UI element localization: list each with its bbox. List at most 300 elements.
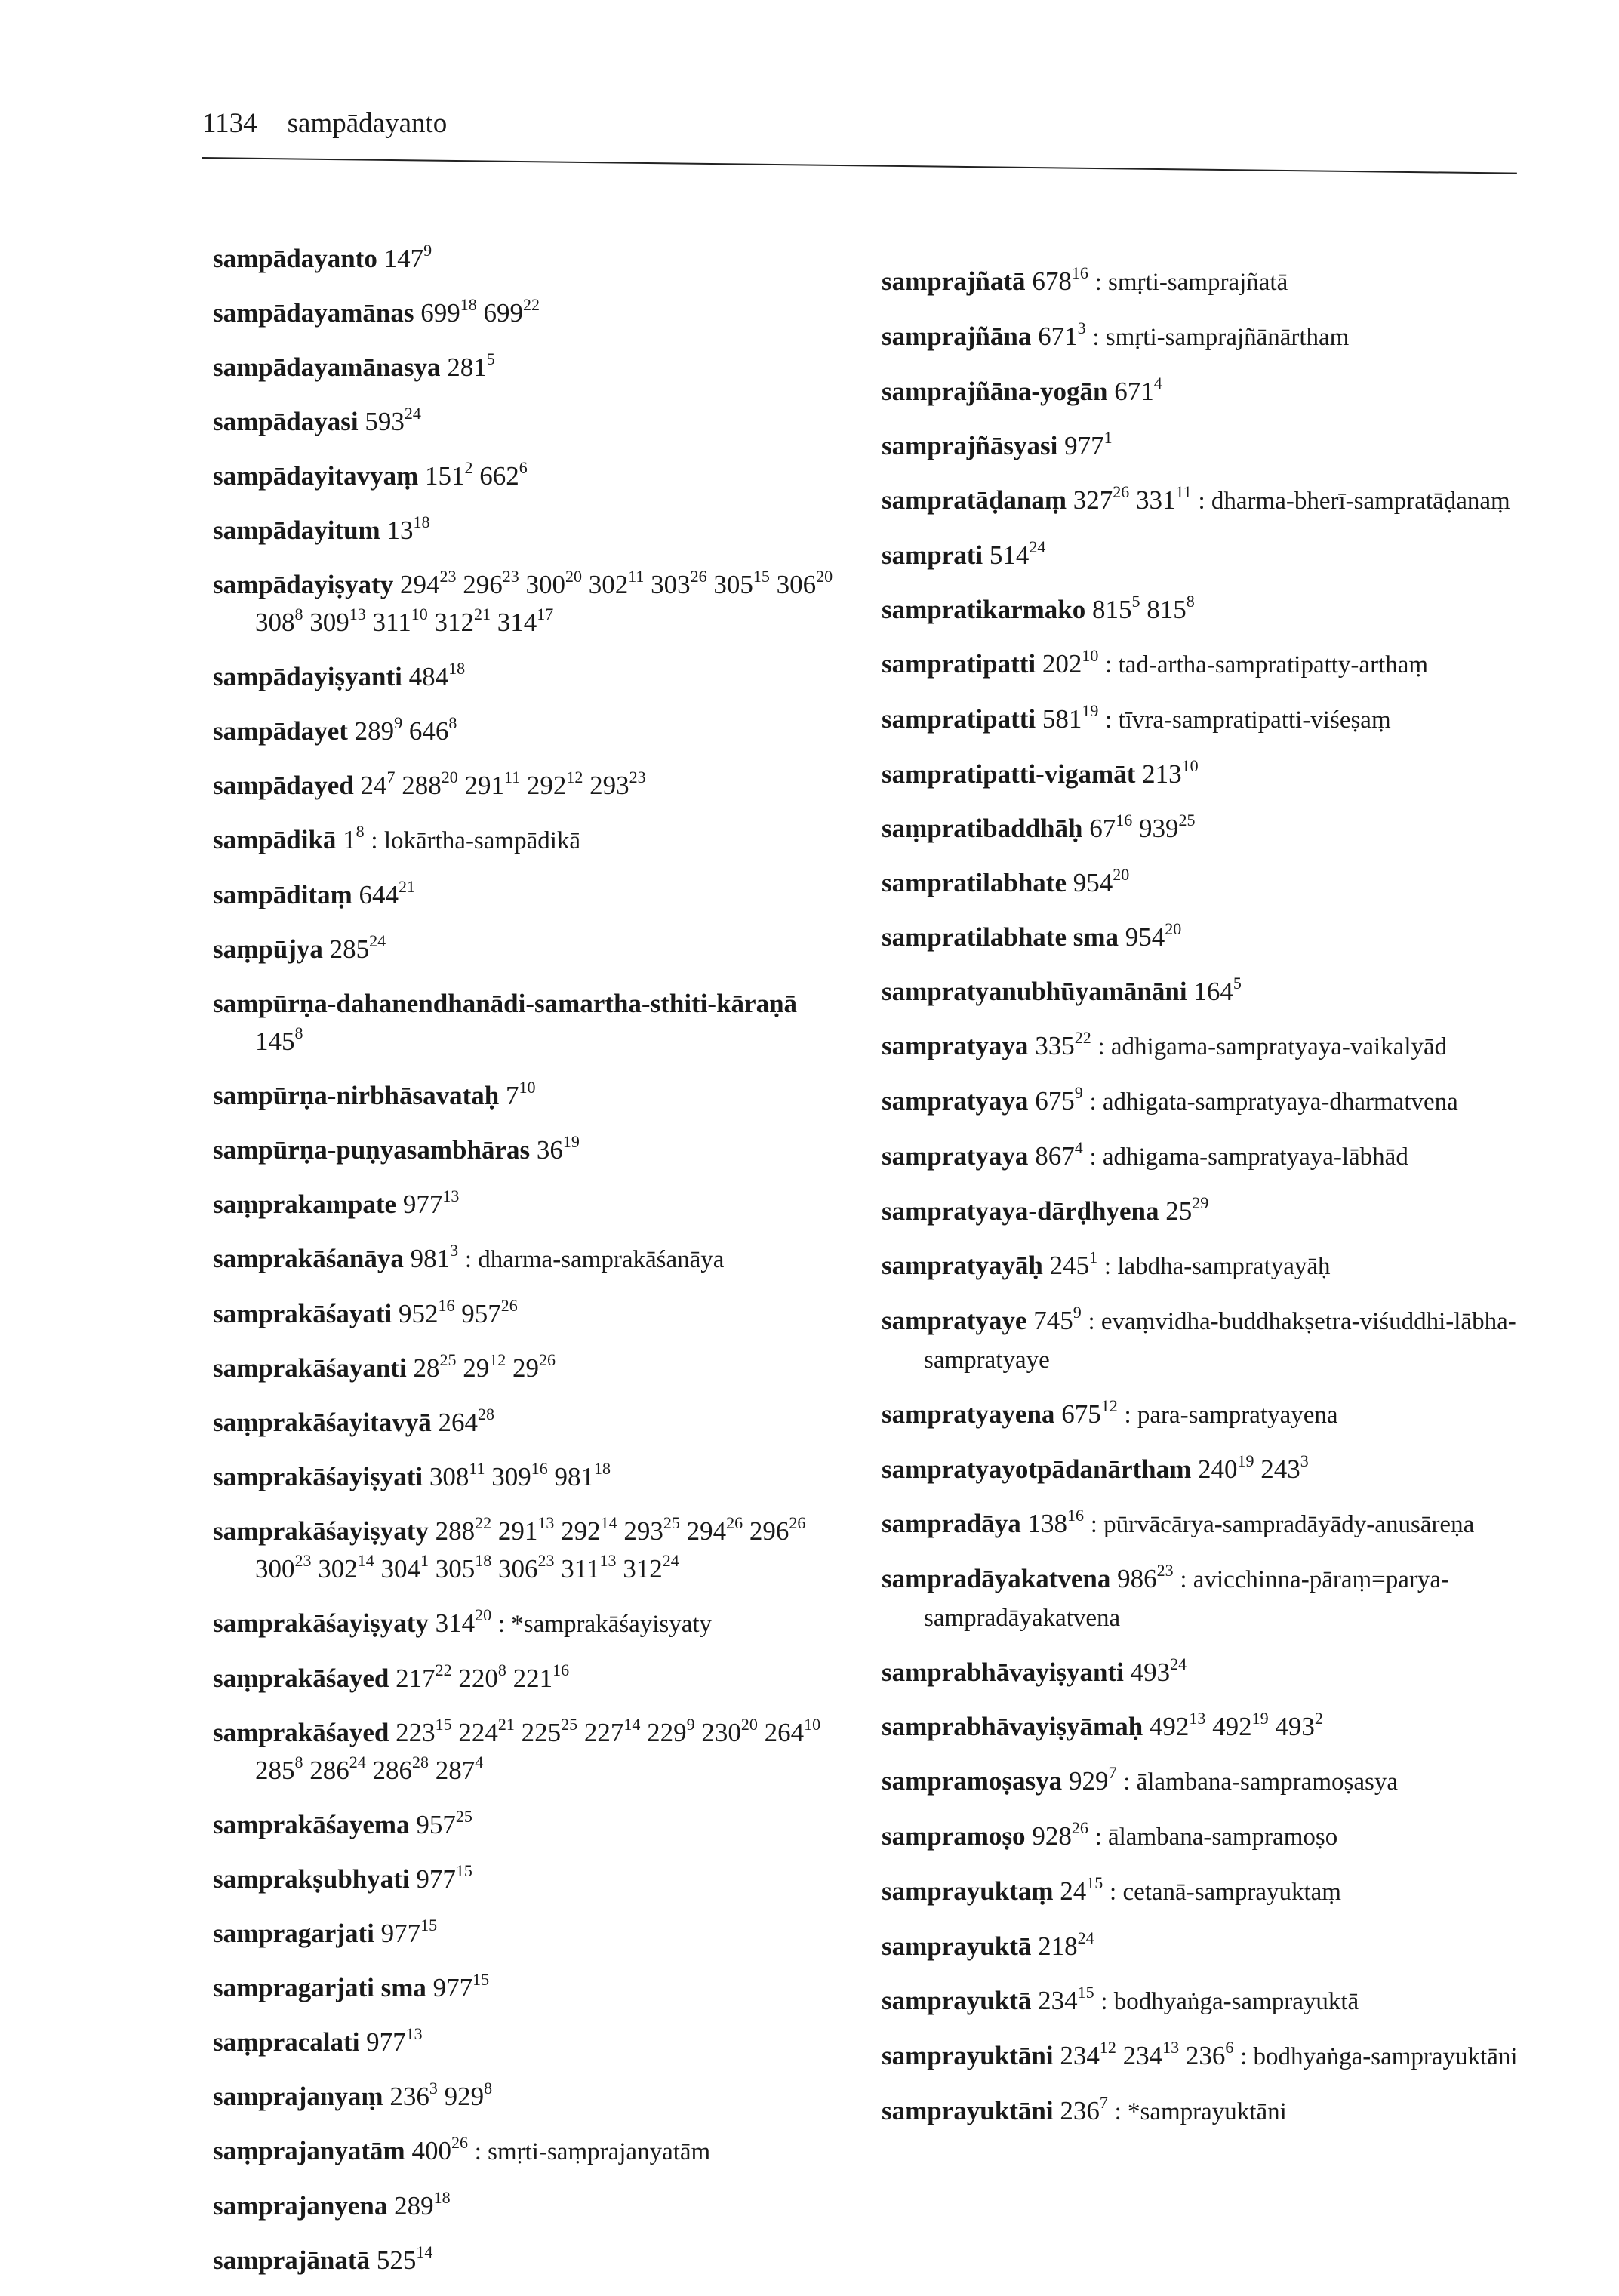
reference-page: 218 [1038, 1931, 1078, 1961]
reference-page: 291 [497, 1516, 538, 1546]
page-reference [526, 768, 583, 800]
reference-line: 22 [522, 295, 540, 314]
index-entry [882, 2037, 1531, 2076]
page-reference [1060, 2093, 1108, 2125]
page-number: 1134 [202, 108, 257, 139]
entry-headword: sampādayitavyaṃ [213, 461, 419, 491]
reference-line: 9 [1073, 1303, 1082, 1322]
reference-line: 26 [690, 567, 707, 586]
page-reference [1114, 374, 1162, 406]
page-reference [1073, 865, 1130, 897]
entry-headword: samprajñāna-yogān [882, 377, 1108, 406]
index-entry [213, 876, 847, 914]
reference-page: 227 [583, 1718, 624, 1747]
reference-page: 29 [463, 1353, 490, 1383]
reference-page: 7 [506, 1081, 519, 1110]
reference-page: 305 [713, 570, 753, 599]
page-reference [623, 1551, 679, 1584]
page-reference [1032, 1818, 1088, 1851]
reference-line: 16 [552, 1660, 570, 1679]
page-reference [588, 567, 645, 599]
reference-page: 202 [1042, 649, 1082, 679]
reference-page: 331 [1136, 485, 1176, 515]
reference-page: 221 [512, 1664, 553, 1693]
entry-headword: sampādayed [213, 771, 354, 800]
reference-line: 20 [441, 768, 458, 786]
reference-line: 15 [420, 1916, 438, 1934]
page-reference [1260, 1451, 1309, 1484]
reference-line: 3 [1300, 1451, 1309, 1470]
page-reference [408, 713, 457, 746]
entry-headword: samprajñāna [882, 322, 1032, 351]
reference-page: 264 [764, 1718, 805, 1747]
reference-page: 294 [399, 570, 440, 599]
reference-line: 15 [435, 1715, 452, 1734]
reference-page: 308 [255, 608, 295, 637]
page-reference [1212, 1709, 1269, 1741]
index-entry [213, 349, 847, 386]
page-reference [1073, 482, 1130, 515]
reference-line: 4 [1074, 1138, 1083, 1157]
index-entry [882, 537, 1531, 574]
page-reference [1042, 646, 1099, 679]
reference-page: 303 [651, 570, 691, 599]
page-reference [1138, 811, 1196, 843]
index-entry [213, 2242, 847, 2279]
reference-line: 12 [1100, 1396, 1118, 1415]
reference-line: 1 [1089, 1248, 1098, 1266]
page-reference [479, 458, 528, 491]
page-reference [1038, 319, 1086, 351]
index-entry [882, 810, 1531, 848]
page-reference [438, 1405, 495, 1437]
entry-headword: sampratyaye [882, 1306, 1027, 1335]
reference-line: 24 [662, 1551, 679, 1570]
entry-headword: sampādayamānas [213, 298, 414, 328]
reference-line: 15 [455, 1861, 472, 1880]
page-reference [435, 1513, 492, 1546]
reference-page: 306 [498, 1554, 538, 1584]
index-entry [882, 1027, 1531, 1066]
page-reference [1193, 974, 1242, 1006]
entry-headword: samprakāśayiṣyaty [213, 1516, 429, 1546]
reference-page: 285 [329, 934, 370, 964]
entry-note: : tīvra-sampratipatti-viśeṣaṃ [1105, 706, 1391, 734]
page-reference [1092, 592, 1140, 624]
reference-page: 292 [526, 771, 567, 800]
index-entry [213, 1513, 847, 1588]
page-reference [1038, 1983, 1094, 2015]
index-entry [882, 1082, 1531, 1121]
page-reference [764, 1715, 821, 1747]
reference-page: 225 [521, 1718, 562, 1747]
reference-line: 20 [816, 567, 833, 586]
index-entry [882, 645, 1531, 684]
reference-line: 18 [433, 2188, 451, 2207]
reference-line: 8 [497, 1660, 506, 1679]
index-entry [213, 457, 847, 495]
page-reference [1117, 1561, 1174, 1593]
index-entry [213, 1131, 847, 1169]
reference-line: 24 [1170, 1654, 1187, 1673]
reference-line: 8 [356, 822, 365, 841]
entry-note: : adhigama-sampratyaya-vaikalyād [1097, 1033, 1448, 1060]
index-entry [882, 1708, 1531, 1746]
page-reference [1060, 1873, 1103, 1906]
reference-page: 977 [416, 1864, 456, 1894]
page-reference [432, 1970, 490, 2002]
reference-page: 309 [491, 1462, 531, 1491]
reference-page: 28 [413, 1353, 440, 1383]
reference-page: 245 [1049, 1251, 1090, 1280]
index-entry [882, 756, 1531, 793]
index-entry [882, 1193, 1531, 1230]
reference-line: 13 [599, 1551, 617, 1570]
index-entry [213, 1915, 847, 1953]
reference-page: 243 [1260, 1454, 1300, 1484]
reference-line: 16 [531, 1459, 548, 1478]
page-reference [444, 2079, 493, 2111]
reference-line: 23 [1156, 1561, 1174, 1580]
reference-page: 745 [1033, 1306, 1073, 1335]
reference-page: 145 [255, 1026, 295, 1056]
reference-line: 25 [455, 1807, 472, 1826]
reference-line: 12 [1099, 2038, 1116, 2057]
page-reference [420, 295, 477, 328]
entry-note: : bodhyaṅga-samprayuktā [1100, 1988, 1359, 2015]
reference-page: 288 [402, 771, 442, 800]
reference-line: 14 [357, 1551, 374, 1570]
reference-page: 981 [410, 1244, 451, 1273]
entry-headword: sampādayamānasya [213, 352, 441, 382]
reference-line: 13 [442, 1186, 460, 1205]
entry-note: : *samprakāśayisyaty [497, 1611, 713, 1638]
entry-headword: sampādayiṣyaty [213, 570, 394, 599]
reference-line: 5 [1233, 974, 1242, 993]
reference-page: 525 [376, 2245, 417, 2275]
index-entry [882, 1396, 1531, 1434]
page-reference [376, 2242, 433, 2275]
reference-page: 296 [749, 1516, 789, 1546]
reference-page: 220 [458, 1664, 498, 1693]
entry-headword: sampragarjati sma [213, 1973, 426, 2002]
page-reference [309, 1753, 366, 1785]
page-reference [255, 605, 303, 637]
index-entry [882, 864, 1531, 902]
reference-page: 236 [1185, 2041, 1226, 2070]
reference-line: 21 [497, 1715, 515, 1734]
reference-page: 236 [389, 2082, 429, 2111]
index-column-left [213, 240, 847, 2296]
reference-line: 13 [1162, 2038, 1180, 2057]
reference-line: 2 [1314, 1709, 1323, 1728]
index-entry [882, 1137, 1531, 1176]
reference-line: 19 [1237, 1451, 1254, 1470]
index-entry [882, 1873, 1531, 1911]
reference-page: 213 [1142, 759, 1182, 789]
reference-page: 493 [1130, 1657, 1171, 1687]
entry-headword: samprajñatā [882, 266, 1026, 296]
page-reference [458, 1660, 506, 1693]
page-reference [701, 1715, 758, 1747]
page-reference [1038, 1928, 1094, 1961]
page-reference [561, 1551, 617, 1584]
index-entry [213, 1660, 847, 1697]
page-reference [525, 567, 582, 599]
entry-headword: saṃprakāśayitavyā [213, 1408, 432, 1437]
entry-note: : pūrvācārya-sampradāyādy-anusāreṇa [1090, 1511, 1475, 1538]
page-reference [497, 605, 554, 637]
page-reference [1027, 1506, 1085, 1538]
reference-page: 699 [420, 298, 460, 328]
index-entry [882, 1817, 1531, 1856]
reference-page: 29 [512, 1353, 539, 1383]
page-reference [255, 1753, 303, 1785]
entry-headword: sampratilabhate sma [882, 922, 1119, 952]
reference-line: 10 [1181, 756, 1199, 775]
reference-line: 7 [386, 768, 396, 786]
entry-headword: samprakāśayati [213, 1299, 392, 1328]
index-entry [213, 2187, 847, 2225]
index-entry [882, 482, 1531, 520]
page-reference [255, 1023, 303, 1056]
reference-page: 977 [1064, 431, 1104, 460]
index-entry [213, 658, 847, 696]
entry-note: : lokārtha-sampādikā [371, 827, 581, 854]
page-reference [416, 1861, 472, 1894]
page-reference [989, 537, 1046, 570]
reference-page: 306 [776, 570, 817, 599]
reference-line: 10 [411, 605, 428, 623]
index-entry [213, 1295, 847, 1333]
entry-headword: samprajanyaṃ [213, 2082, 383, 2111]
index-entry [213, 1404, 847, 1442]
index-entry [882, 1928, 1531, 1965]
reference-page: 662 [479, 461, 519, 491]
page-reference [623, 1513, 680, 1546]
reference-line: 3 [450, 1241, 459, 1260]
entry-headword: sampratilabhate [882, 868, 1067, 897]
reference-page: 314 [497, 608, 537, 637]
reference-page: 314 [435, 1608, 476, 1638]
reference-line: 2 [464, 458, 473, 477]
page-reference [536, 1132, 580, 1165]
index-entry [213, 240, 847, 278]
page-reference [647, 1715, 695, 1747]
reference-page: 977 [402, 1190, 443, 1219]
page-reference [402, 1186, 460, 1219]
entry-headword: sampratāḍanaṃ [882, 485, 1067, 515]
page-reference [1064, 428, 1113, 460]
entry-note: : tad-artha-sampratipatty-arthaṃ [1105, 651, 1429, 679]
page-reference [497, 1513, 555, 1546]
page-reference [583, 1715, 641, 1747]
reference-page: 954 [1125, 922, 1165, 952]
page-reference [399, 1296, 455, 1328]
reference-line: 13 [1189, 1709, 1206, 1728]
reference-page: 699 [483, 298, 523, 328]
page-reference [255, 1551, 312, 1584]
entry-headword: samprakṣubhyati [213, 1864, 410, 1894]
reference-page: 492 [1212, 1712, 1252, 1741]
reference-page: 286 [309, 1756, 349, 1785]
entry-headword: samprakāśanāya [213, 1244, 404, 1273]
page-reference [447, 349, 495, 382]
entry-headword: sampratikarmako [882, 595, 1086, 624]
page-reference [365, 404, 421, 436]
page-reference [343, 822, 365, 854]
entry-headword: samprakāśayed [213, 1718, 389, 1747]
entry-headword: sampratyaya [882, 1031, 1029, 1060]
reference-line: 8 [484, 2079, 493, 2097]
index-entry [882, 1302, 1531, 1379]
reference-page: 327 [1073, 485, 1113, 515]
reference-line: 24 [404, 404, 421, 423]
reference-page: 13 [386, 516, 414, 545]
reference-line: 25 [439, 1350, 457, 1369]
entry-headword: samprayuktaṃ [882, 1876, 1054, 1906]
entry-headword: sampratyayāḥ [882, 1251, 1043, 1280]
page-reference [1033, 1303, 1082, 1335]
page-reference [372, 1753, 429, 1785]
reference-line: 26 [789, 1513, 806, 1532]
reference-page: 400 [411, 2136, 451, 2165]
index-entry [882, 591, 1531, 629]
reference-line: 18 [448, 659, 466, 678]
page-reference [464, 768, 521, 800]
reference-page: 281 [447, 352, 487, 382]
reference-line: 21 [473, 605, 491, 623]
reference-page: 305 [435, 1554, 476, 1584]
reference-line: 16 [1067, 1506, 1084, 1525]
reference-line: 12 [489, 1350, 506, 1369]
entry-headword: sampāditaṃ [213, 880, 352, 909]
reference-page: 302 [588, 570, 629, 599]
entry-headword: sampramoṣo [882, 1821, 1026, 1851]
index-entry [213, 1350, 847, 1387]
reference-page: 493 [1275, 1712, 1315, 1741]
reference-page: 147 [383, 244, 424, 273]
entry-headword: saṃprakāśayed [213, 1664, 389, 1693]
page-reference [1032, 263, 1088, 296]
reference-line: 16 [1116, 811, 1133, 829]
entry-headword: sampādayitum [213, 516, 380, 545]
reference-page: 977 [380, 1919, 421, 1948]
page-reference [394, 2188, 451, 2221]
reference-line: 10 [1082, 646, 1099, 665]
reference-page: 138 [1027, 1509, 1067, 1538]
page-reference [463, 567, 519, 599]
entry-note: : dharma-bherī-sampratāḍanaṃ [1198, 488, 1510, 515]
entry-note: : adhigama-sampratyaya-lābhād [1089, 1143, 1408, 1171]
page-reference [1130, 1654, 1187, 1687]
index-entry [213, 294, 847, 332]
reference-page: 678 [1032, 266, 1072, 296]
page-reference [1035, 1138, 1083, 1171]
reference-page: 928 [1032, 1821, 1072, 1851]
entry-headword: sampratyaya [882, 1086, 1029, 1116]
reference-line: 5 [486, 349, 495, 368]
reference-line: 20 [740, 1715, 758, 1734]
entry-headword: samprayuktā [882, 1931, 1032, 1961]
reference-page: 164 [1193, 977, 1233, 1006]
reference-line: 18 [413, 512, 430, 531]
index-entry [213, 1458, 847, 1496]
entry-headword: saṃpūjya [213, 934, 323, 964]
reference-page: 335 [1035, 1031, 1075, 1060]
reference-page: 304 [380, 1554, 420, 1584]
reference-line: 26 [451, 2133, 468, 2152]
page-reference [1149, 1709, 1206, 1741]
reference-page: 286 [372, 1756, 412, 1785]
page-reference [506, 1078, 536, 1110]
index-entry [882, 373, 1531, 411]
reference-page: 236 [1060, 2096, 1100, 2125]
reference-page: 815 [1147, 595, 1187, 624]
index-entry [882, 1654, 1531, 1691]
reference-line: 8 [1186, 592, 1195, 611]
page-reference [483, 295, 540, 328]
entry-headword: saṃpracalati [213, 2027, 360, 2057]
reference-page: 644 [359, 880, 399, 909]
index-entry [213, 985, 847, 1060]
reference-page: 986 [1117, 1564, 1157, 1593]
page-reference [396, 1715, 452, 1747]
reference-page: 288 [435, 1516, 476, 1546]
page-reference [458, 1715, 515, 1747]
header-rule [202, 157, 1517, 174]
page-reference [686, 1513, 743, 1546]
reference-page: 492 [1149, 1712, 1190, 1741]
reference-line: 22 [1074, 1028, 1091, 1047]
page-reference [589, 768, 646, 800]
reference-line: 25 [561, 1715, 578, 1734]
page-reference [1142, 756, 1199, 789]
reference-line: 18 [460, 295, 477, 314]
reference-line: 11 [1175, 482, 1192, 501]
reference-page: 815 [1092, 595, 1132, 624]
reference-line: 26 [1113, 482, 1130, 501]
entry-note: : smṛti-saṃprajanyatām [474, 2138, 711, 2165]
entry-note: : avicchinna-pāraṃ=parya-sampradāyakatvena [924, 1566, 1450, 1632]
index-entry [213, 2078, 847, 2116]
index-entry [213, 1806, 847, 1844]
entry-note: : ālambana-sampramoṣo [1094, 1824, 1338, 1851]
reference-line: 6 [1225, 2038, 1234, 2057]
reference-line: 20 [475, 1605, 492, 1624]
reference-line: 8 [294, 605, 303, 623]
page-reference [383, 241, 432, 273]
reference-page: 240 [1198, 1454, 1238, 1484]
index-entry [213, 1186, 847, 1223]
reference-page: 229 [647, 1718, 687, 1747]
reference-page: 671 [1114, 377, 1154, 406]
entry-headword: sampratyaya [882, 1141, 1029, 1171]
page-reference [1035, 1083, 1083, 1116]
reference-page: 308 [429, 1462, 469, 1491]
reference-page: 151 [425, 461, 465, 491]
page-reference [389, 2079, 438, 2111]
page-reference [435, 1605, 492, 1638]
page-reference [713, 567, 770, 599]
reference-page: 484 [408, 662, 449, 691]
page-reference [318, 1551, 374, 1584]
reference-line: 17 [537, 605, 554, 623]
page-reference [408, 659, 466, 691]
reference-line: 6 [519, 458, 528, 477]
reference-page: 514 [989, 540, 1030, 570]
page-reference [396, 1660, 452, 1693]
